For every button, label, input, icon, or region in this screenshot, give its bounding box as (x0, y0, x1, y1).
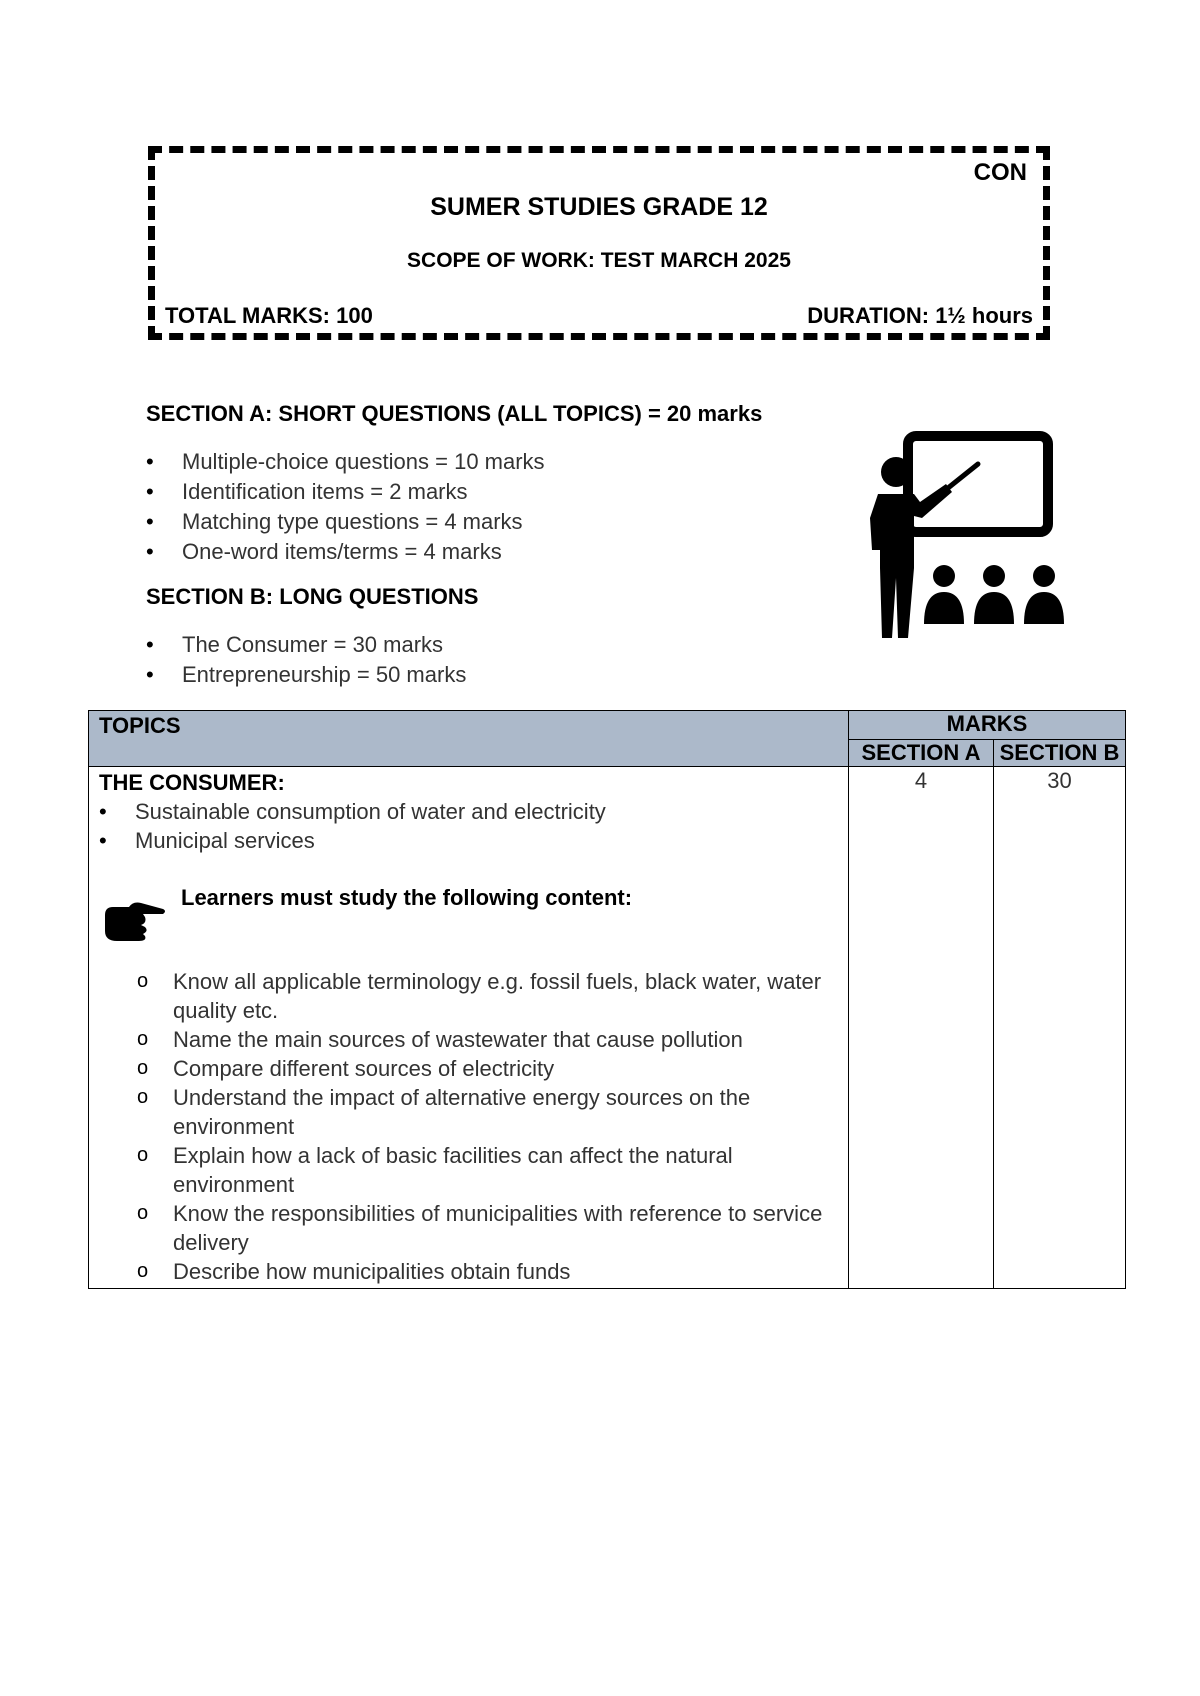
list-item: • One-word items/terms = 4 marks (146, 537, 545, 567)
list-item: o Compare different sources of electricity (137, 1054, 838, 1083)
consumer-bullets (99, 797, 838, 855)
total-marks: TOTAL MARKS: 100 (165, 303, 373, 328)
consumer-topic-cell (89, 767, 849, 1289)
content-list (99, 967, 838, 1286)
section-a-list (146, 447, 545, 567)
list-item: o Name the main sources of wastewater that cause pollution (137, 1025, 838, 1054)
section-a-header: SECTION A (849, 740, 994, 767)
list-item: • Entrepreneurship = 50 marks (146, 660, 466, 690)
list-item: • The Consumer = 30 marks (146, 630, 466, 660)
list-item: o Know all applicable terminology e.g. fossil fuels, black water, water quality etc. (137, 967, 838, 1025)
consumer-marks-a: 4 (849, 767, 994, 1289)
consumer-title: THE CONSUMER: (99, 770, 285, 795)
list-item: o Describe how municipalities obtain funds (137, 1257, 838, 1286)
list-item: • Municipal services (99, 826, 838, 855)
pointing-hand-icon (101, 893, 167, 943)
marks-header: MARKS (849, 711, 1126, 740)
list-item: • Multiple-choice questions = 10 marks (146, 447, 545, 477)
list-item: • Matching type questions = 4 marks (146, 507, 545, 537)
learn-note-row (99, 855, 838, 967)
list-item: o Explain how a lack of basic facilities can affect the natural environment (137, 1141, 838, 1199)
learn-note: Learners must study the following content: (181, 885, 633, 910)
consumer-marks-b: 30 (994, 767, 1126, 1289)
list-item: • Sustainable consumption of water and electricity (99, 797, 838, 826)
topics-table (88, 710, 1126, 1289)
section-a-heading: SECTION A: SHORT QUESTIONS (ALL TOPICS) = 20 marks (146, 401, 763, 426)
list-item: o Know the responsibilities of municipalities with reference to service delivery (137, 1199, 838, 1257)
duration: DURATION: 1½ hours (807, 303, 1033, 328)
scope-subtitle: SCOPE OF WORK: TEST MARCH 2025 (407, 249, 791, 272)
list-item: o Understand the impact of alternative energy sources on the environment (137, 1083, 838, 1141)
section-b-header: SECTION B (994, 740, 1126, 767)
section-b-list (146, 630, 466, 690)
header-box (148, 146, 1050, 340)
list-item: • Identification items = 2 marks (146, 477, 545, 507)
topics-header: TOPICS (89, 711, 849, 767)
header-corner-text: CON (973, 159, 1027, 186)
teacher-board-icon (848, 428, 1076, 638)
page-title: SUMER STUDIES GRADE 12 (430, 193, 768, 221)
section-b-heading: SECTION B: LONG QUESTIONS (146, 584, 479, 609)
